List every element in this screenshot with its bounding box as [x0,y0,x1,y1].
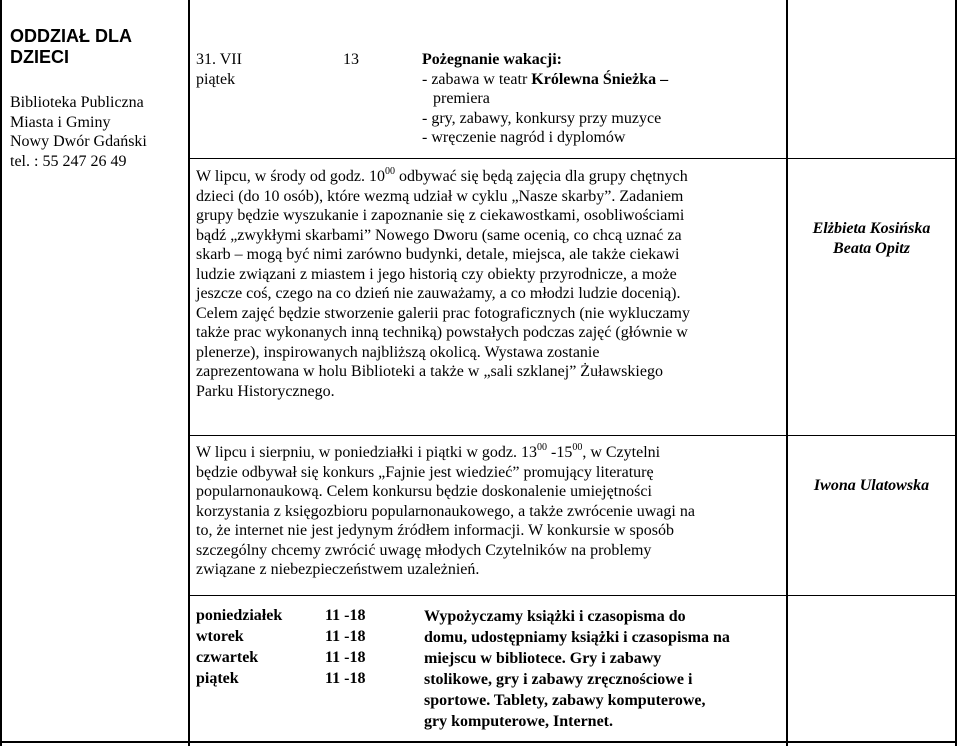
event3-staff: Iwona Ulatowska [813,477,930,494]
event3-description: W lipcu i sierpniu, w poniedziałki i piątki w godz. $13^{00}$ $-15^{00}$, w Czytelni będzie odbywał się konkurs „Fajnie jest wiedzieć” promujący literaturę popularnonaukową. Celem konkursu będzie doskonalenie umiejętności korzystania z księgozbioru popularnonaukowego, a także zwrócenie uwagi na to, że internet nie jest jedynym źródłem informacji. W konkursie w sposób szczególny chcemy zwrócić uwagę młodych Czytelników na problemy związane z niebezpieczeństwem uzależnień. [196,442,695,578]
event1-description: Pożegnanie wakacji: - zabawa w teatr Królewna Śnieżka – premiera - gry, zabawy, konkursy przy muzyce - wręczenie nagród i dyplomów [422,50,782,148]
event1-item: - gry, zabawy, konkursy przy muzyce [422,109,662,127]
row-divider-2 [188,435,957,436]
row-divider-1 [188,158,957,159]
schedule-day: czwartek [196,649,259,666]
schedule-hour: 11 -18 [325,649,366,666]
table-border-left [0,0,2,746]
event1-title: Pożegnanie wakacji: [422,51,562,68]
table-border-right [955,0,957,746]
schedule-hour: 11 -18 [325,628,366,645]
row-divider-3 [188,595,957,596]
column-divider-1 [188,0,190,746]
schedule-hours [325,606,365,690]
department-title: ODDZIAŁ DLA [10,26,132,46]
event1-day: piątek [196,70,236,88]
event1-hour: 13 [343,51,359,68]
schedule-days [196,606,282,690]
schedule-day: piątek [196,670,239,687]
event2-staff: Elżbieta Kosińska Beata Opitz [812,220,931,257]
library-name: Biblioteka Publiczna [10,94,144,111]
column-divider-2 [786,0,788,746]
schedule-hour: 11 -18 [325,607,366,624]
schedule-day: wtorek [196,628,244,645]
sidebar: ODDZIAŁ DLA DZIECI Biblioteka Publiczna Miasta i Gminy Nowy Dwór Gdański tel. : 55 247 26 49 [10,26,186,171]
event2-description: W lipcu, w środy od godz. $10^{00}$ odbywać się będą zajęcia dla grupy chętnych dzieci (do 10 osób), które wezmą udział w cyklu „Nasze skarby”. Zadaniem grupy będzie wyszukanie i zapoznanie się z ciekawostkami, osobliwościami bądź „zwykłymi skarbami” Nowego Dworu (same ocenią, co chcą uznać za skarb – mogą być nimi zarówno budynki, detale, miejsca, ale także ciekawi ludzie związani z miastem i jego historią czy obiekty przyrodnicze, a może jeszcze coś, czego na co dzień nie zauważamy, a co młodzi ludzie docenią). Celem zajęć będzie stworzenie galerii prac fotograficznych (nie wykluczamy także prac wykonanych inną techniką) powstałych podczas zajęć (głównie w plenerze), inspirowanych najbliższą okolicą. Wystawa zostanie zaprezentowana w holu Biblioteki a także w „sali szklanej” Żuławskiego Parku Historycznego. [196,166,690,400]
event1-date: 31. VII piątek [196,51,242,88]
schedule-day: poniedziałek [196,607,283,624]
schedule-hour: 11 -18 [325,670,366,687]
library-phone: tel. : 55 247 26 49 [10,152,127,170]
event1-item: - wręczenie nagród i dyplomów [422,129,626,146]
schedule-description: Wypożyczamy książki i czasopisma do domu, udostępniamy książki i czasopisma na miejscu w bibliotece. Gry i zabawy stolikowe, gry i zabawy zręcznościowe i sportowe. Tablety, zabawy komputerowe, gry komputerowe, Internet. [424,608,730,730]
table-border-bottom [0,741,957,743]
